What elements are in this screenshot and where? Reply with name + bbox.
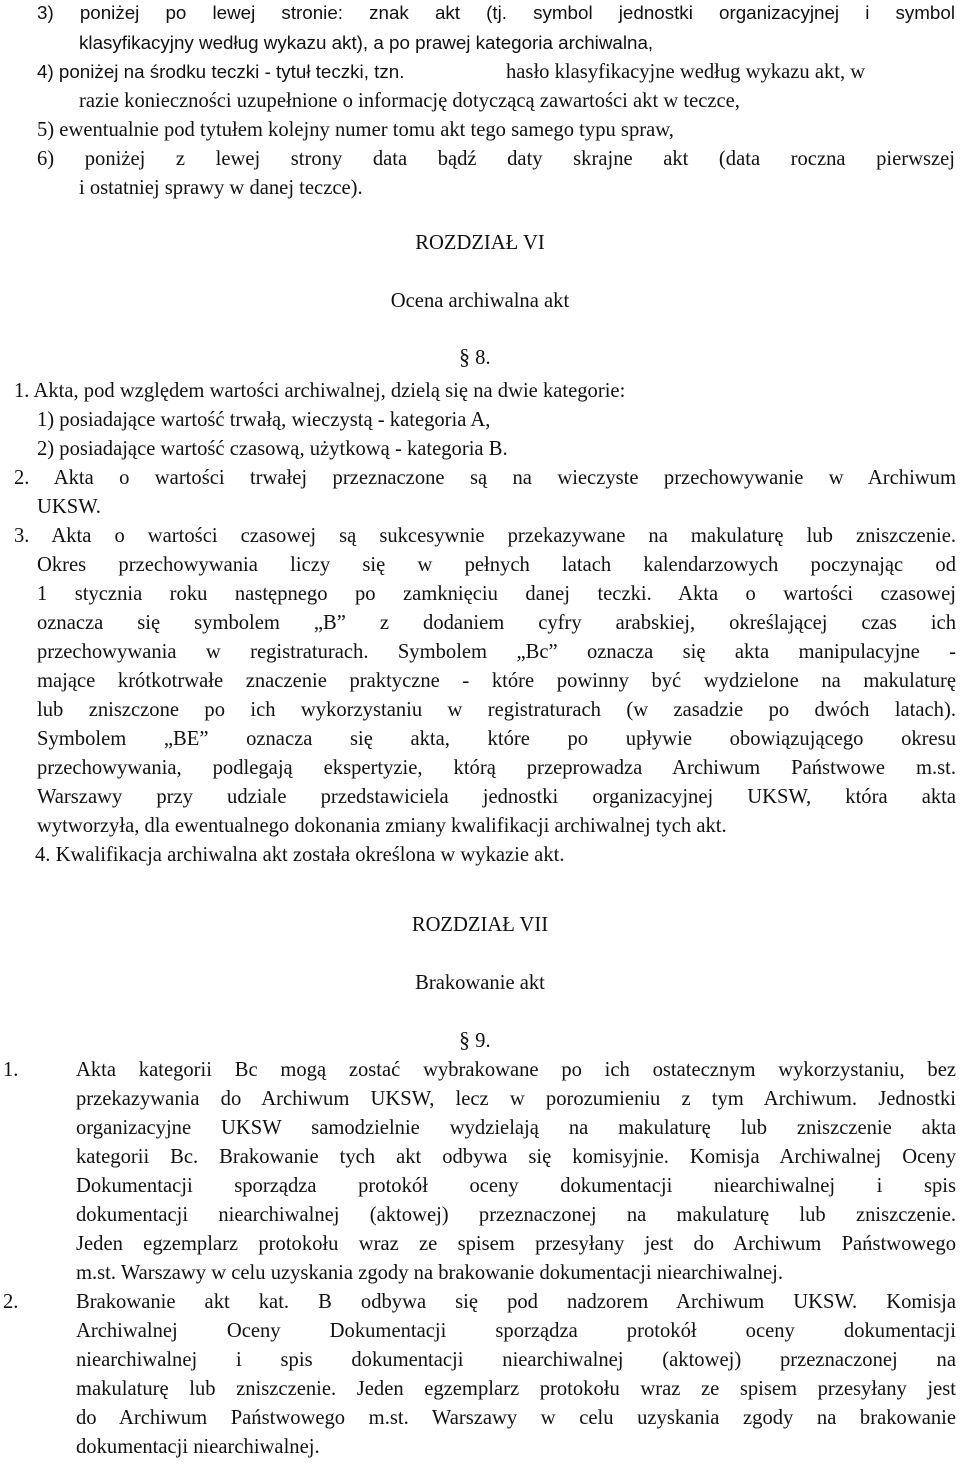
ch6-line: 1) posiadające wartość trwałą, wieczystą - kategoria A, [37,409,491,431]
ch7-item-1-line: Dokumentacji sporządza protokół oceny dokumentacji niearchiwalnej i spis [76,1175,956,1197]
ch7-item-2-line: Archiwalnej Oceny Dokumentacji sporządza protokół oceny dokumentacji [76,1320,956,1342]
list-item-4-line-2: razie konieczności uzupełnione o informację dotyczącą zawartości akt w teczce, [79,90,740,112]
ch6-line: 4. Kwalifikacja archiwalna akt została określona w wykazie akt. [35,844,565,866]
ch7-item-1-line: dokumentacji niearchiwalnej (aktowej) przeznaczonej na makulaturę lub zniszczenie. [76,1204,956,1226]
section-number: 8. [475,347,491,369]
chapter-6-heading: ROZDZIAŁ VI [415,232,545,254]
ch7-item-2-line: dokumentacji niearchiwalnej. [76,1436,320,1458]
ch7-item-1-number: 1. [3,1059,19,1081]
list-item-6-line-2: i ostatniej sprawy w danej teczce). [79,177,363,199]
chapter-7-title: Brakowanie akt [415,972,545,994]
section-number: 9. [475,1030,491,1052]
chapter-6-title: Ocena archiwalna akt [390,290,570,312]
ch7-item-1-line: Akta kategorii Bc mogą zostać wybrakowane po ich ostatecznym wykorzystaniu, bez [76,1059,956,1081]
ch6-line: przechowywania, podlegają ekspertyzie, którą przeprowadza Archiwum Państwowe m.st. [37,757,956,779]
ch7-item-1-line: kategorii Bc. Brakowanie tych akt odbywa się komisyjnie. Komisja Archiwalnej Oceny [76,1146,956,1168]
list-item-4-line-1a: 4) poniżej na środku teczki - tytuł teczki, tzn. [37,61,405,82]
ch7-item-1-line: organizacyjne UKSW samodzielnie wydzielają na makulaturę lub zniszczenie akta [76,1117,956,1139]
ch6-line: 2) posiadające wartość czasową, użytkową - kategoria B. [37,438,508,460]
ch6-line: lub zniszczone po ich wykorzystaniu w registraturach (w zasadzie po dwóch latach). [37,699,956,721]
list-item-5: 5) ewentualnie pod tytułem kolejny numer tomu akt tego samego typu spraw, [37,119,674,141]
ch7-item-2-line: do Archiwum Państwowego m.st. Warszawy w celu uzyskania zgody na brakowanie [76,1407,956,1429]
ch6-line: UKSW. [37,496,101,518]
ch6-line: 1. Akta, pod względem wartości archiwalnej, dzielą się na dwie kategorie: [14,380,626,402]
list-item-3-line-1: 3) poniżej po lewej stronie: znak akt (tj. symbol jednostki organizacyjnej i symbol [37,2,955,23]
ch7-item-2-line: Brakowanie akt kat. B odbywa się pod nadzorem Archiwum UKSW. Komisja [76,1291,956,1313]
ch6-line: Warszawy przy udziale przedstawiciela jednostki organizacyjnej UKSW, która akta [37,786,956,808]
chapter-7-heading: ROZDZIAŁ VII [411,914,549,936]
ch6-line: Symbolem „BE” oznacza się akta, które po upływie obowiązującego okresu [37,728,956,750]
ch7-item-1-line: m.st. Warszawy w celu uzyskania zgody na brakowanie dokumentacji niearchiwalnej. [76,1262,784,1284]
ch7-item-1-line: Jeden egzemplarz protokołu wraz ze spisem przesyłany jest do Archiwum Państwowego [76,1233,956,1255]
ch6-line: przechowywania w registraturach. Symbolem „Bc” oznacza się akta manipulacyjne - [37,641,956,663]
ch7-item-2-line: makulaturę lub zniszczenie. Jeden egzemplarz protokołu wraz ze spisem przesyłany jest [76,1378,956,1400]
section-8-marker [459,346,491,369]
section-mark: § [459,344,470,369]
ch6-line: 3. Akta o wartości czasowej są sukcesywnie przekazywane na makulaturę lub zniszczenie. [14,525,956,547]
ch6-line: 1 stycznia roku następnego po zamknięciu danej teczki. Akta o wartości czasowej [37,583,956,605]
ch7-item-1-line: przekazywania do Archiwum UKSW, lecz w porozumieniu z tym Archiwum. Jednostki [76,1088,956,1110]
section-mark: § [459,1027,470,1052]
ch6-line: 2. Akta o wartości trwałej przeznaczone są na wieczyste przechowywanie w Archiwum [14,467,956,489]
list-item-6-line-1: 6) poniżej z lewej strony data bądź daty skrajne akt (data roczna pierwszej [37,148,955,170]
ch6-line: mające krótkotrwałe znaczenie praktyczne - które powinny być wydzielone na makulaturę [37,670,956,692]
ch7-item-2-number: 2. [3,1291,19,1313]
ch6-line: Okres przechowywania liczy się w pełnych latach kalendarzowych poczynając od [37,554,956,576]
ch7-item-2-line: niearchiwalnej i spis dokumentacji niearchiwalnej (aktowej) przeznaczonej na [76,1349,956,1371]
ch6-line: oznacza się symbolem „B” z dodaniem cyfry arabskiej, określającej czas ich [37,612,956,634]
ch6-line: wytworzyła, dla ewentualnego dokonania zmiany kwalifikacji archiwalnej tych akt. [37,815,727,837]
section-9-marker [459,1029,491,1052]
list-item-3-line-2: klasyfikacyjny według wykazu akt), a po prawej kategoria archiwalna, [79,32,654,53]
list-item-4-line-1b: hasło klasyfikacyjne według wykazu akt, w [506,61,866,83]
